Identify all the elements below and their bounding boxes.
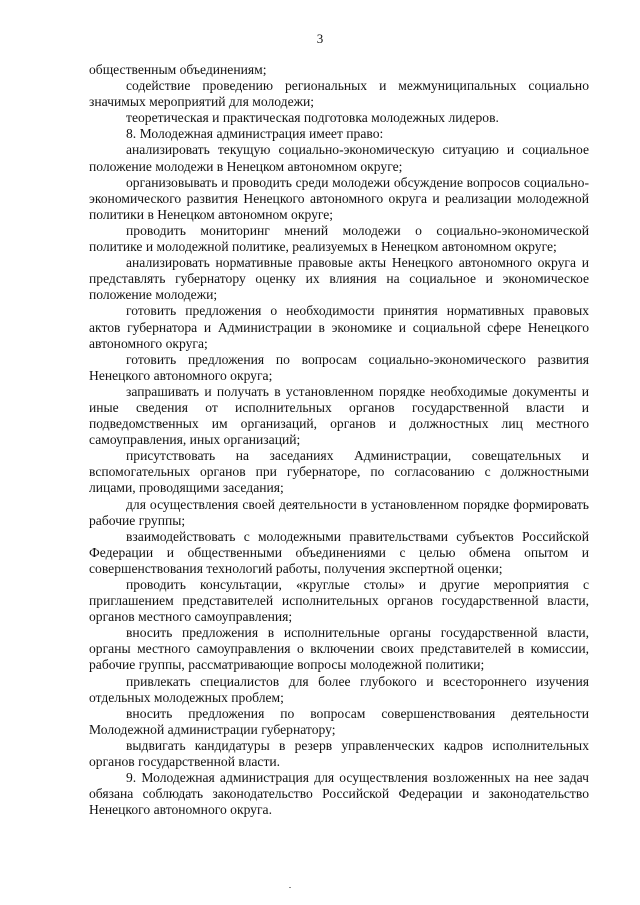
paragraph: организовывать и проводить среди молодежи обсуждение вопросов социально-экономического развития Ненецкого автономного округа и реализации молодежной политики в Ненецком автономном округе; [89, 174, 589, 222]
paragraph: содействие проведению региональных и межмуниципальных социально значимых мероприятий для молодежи; [89, 78, 589, 110]
paragraph: запрашивать и получать в установленном порядке необходимые документы и иные сведения от исполнительных органов государственной власти и подведомственных им организаций, органов и должностных лиц местного самоуправления, иных организаций; [89, 383, 589, 448]
paragraph: готовить предложения по вопросам социально-экономического развития Ненецкого автономного округа; [89, 351, 589, 383]
paragraph: теоретическая и практическая подготовка молодежных лидеров. [126, 110, 499, 126]
paragraph: взаимодействовать с молодежными правительствами субъектов Российской Федерации и общественными объединениями с целью обмена опытом и совершенствования технологий работы, получения экспертной оценки; [89, 528, 589, 576]
paragraph: вносить предложения в исполнительные органы государственной власти, органы местного самоуправления о включении своих представителей в комиссии, рабочие группы, рассматривающие вопросы молодежной политики; [89, 625, 589, 673]
paragraph: присутствовать на заседаниях Администрации, совещательных и вспомогательных органов при губернаторе, по согласованию с должностными лицами, проводящими заседания; [89, 448, 589, 496]
paragraph: 8. Молодежная администрация имеет право: [126, 126, 384, 142]
document-body [89, 62, 589, 818]
paragraph: общественным объединениям; [89, 62, 267, 77]
paragraph: проводить консультации, «круглые столы» и другие мероприятия с приглашением представителей исполнительных органов государственной власти, органов местного самоуправления; [89, 577, 589, 625]
paragraph: проводить мониторинг мнений молодежи о социально-экономической политике и молодежной политике, реализуемых в Ненецком автономном округе; [89, 222, 589, 255]
paragraph: вносить предложения по вопросам совершенствования деятельности Молодежной администрации губернатору; [89, 705, 589, 737]
paragraph: 9. Молодежная администрация для осуществления возложенных на нее задач обязана соблюдать законодательство Российской Федерации и законодательство Ненецкого автономного округа. [89, 770, 589, 818]
paragraph: выдвигать кандидатуры в резерв управленческих кадров исполнительных органов государственной власти. [89, 737, 589, 770]
paragraph: для осуществления своей деятельности в установленном порядке формировать рабочие группы; [89, 496, 589, 528]
paragraph: привлекать специалистов для более глубокого и всестороннего изучения отдельных молодежных проблем; [89, 673, 589, 705]
scan-speck [289, 887, 291, 888]
page-number: 3 [316, 31, 324, 46]
paragraph: готовить предложения о необходимости принятия нормативных правовых актов губернатора и Администрации в экономике и социальной сфере Ненецкого автономного округа; [89, 303, 589, 351]
paragraph: анализировать нормативные правовые акты Ненецкого автономного округа и представлять губернатору оценку их влияния на социальное и экономическое положение молодежи; [89, 255, 589, 303]
paragraph: анализировать текущую социально-экономическую ситуацию и социальное положение молодежи в Ненецком автономном округе; [89, 142, 589, 174]
